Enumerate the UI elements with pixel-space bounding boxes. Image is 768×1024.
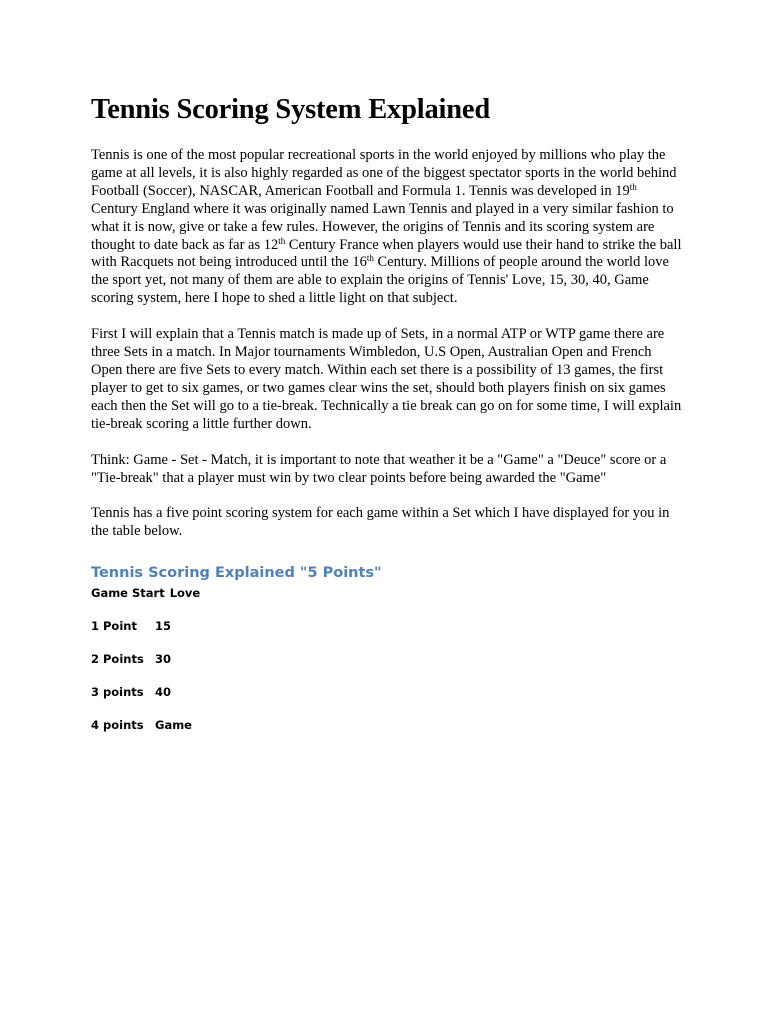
table-row [91,718,683,751]
table-row [91,619,683,652]
page-title: Tennis Scoring System Explained [91,94,490,125]
score-value: Love [169,586,201,601]
score-value: Game [155,718,192,733]
intro-text-d: Century. Millions of people around the world love the sport yet, not many of them are able to explain the origins of Tennis' Love, 15, 30, 40, Game scoring system, here I hope to shed a little light on that subject. [91,254,669,307]
article-body [91,92,683,751]
table-row [91,685,683,718]
paragraph-intro [91,147,683,308]
section-heading: Tennis Scoring Explained "5 Points" [91,565,382,582]
score-value: 30 [155,652,172,667]
score-label: 1 Point [91,619,137,634]
table-row [91,586,683,619]
paragraph-think: Think: Game - Set - Match, it is important to note that weather it be a "Game" a "Deuce" score or a "Tie-break" that a player must win by two clear points before being awarded the "Game" [91,451,667,486]
score-label: Game Start [91,586,165,601]
superscript-th: th [629,181,637,192]
superscript-th: th [278,235,286,246]
paragraph-sets: First I will explain that a Tennis match is made up of Sets, in a normal ATP or WTP game there are three Sets in a match. In Major tournaments Wimbledon, U.S Open, Australian Open and French Open there are five Sets to every match. Within each set there is a possibility of 13 games, the first player to get to six games, or two games clear wins the set, should both players finish on six games each then the Set will go to a tie-break. Technically a tie break can go on for some time, I will explain tie-break scoring a little further down. [91,326,682,432]
superscript-th: th [366,253,374,264]
intro-text-b: Century England where it was originally named Lawn Tennis and played in a very similar fashion to what it is now, give or take a few rules. However, the origins of Tennis and its scoring system are thought to date back as far as 12 [91,200,674,253]
score-label: 3 points [91,685,144,700]
score-value: 15 [155,619,172,634]
score-table [91,586,683,751]
intro-text-a: Tennis is one of the most popular recreational sports in the world enjoyed by millions who play the game at all levels, it is also highly regarded as one of the biggest spectator sports in the world behind Football (Soccer), NASCAR, American Football and Formula 1. Tennis was developed in 19 [91,147,677,199]
intro-text-c: Century France when players would use their hand to strike the ball with Racquets not being introduced until the 16 [91,236,682,271]
score-label: 2 Points [91,652,144,667]
score-label: 4 points [91,718,144,733]
table-row [91,652,683,685]
paragraph-scoring-intro: Tennis has a five point scoring system for each game within a Set which I have displayed for you in the table below. [91,505,670,540]
score-value: 40 [155,685,172,700]
